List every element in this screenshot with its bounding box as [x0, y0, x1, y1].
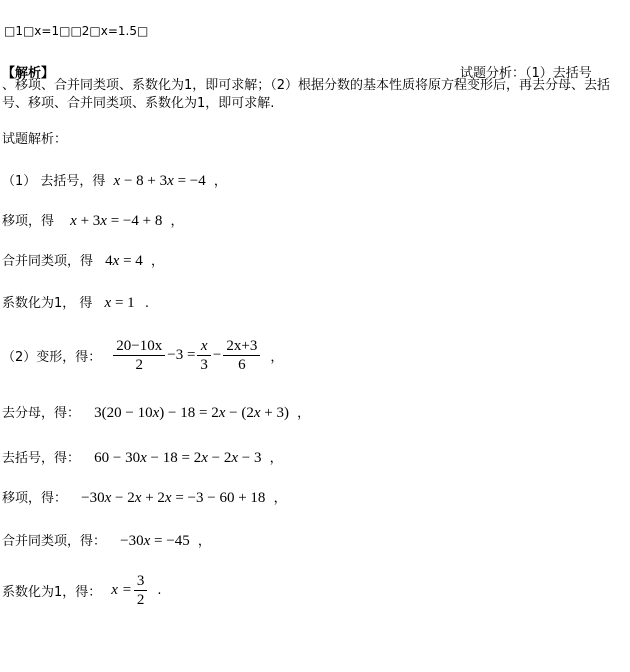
- analysis-text: 、移项、合并同类项、系数化为1，即可求解；（2）根据分数的基本性质将原方程变形后，再去分母、去括号、移项、合并同类项、系数化为1，即可求解.: [2, 78, 611, 111]
- p1-step4: [2, 292, 149, 312]
- answer-line: □1□x=1□□2□x=1.5□: [4, 24, 149, 38]
- p2-step1-eq: $\frac{20-10x}{2}$ −3 = $\frac{x}{3}$ − $\frac{2x+3}{6}$: [111, 337, 262, 374]
- p1-step3-label: 合并同类项，得: [2, 254, 94, 269]
- comma: ，: [270, 349, 284, 365]
- period: .: [157, 582, 162, 598]
- p2-step5-eq: −30x = −45: [120, 533, 190, 549]
- comma: ，: [150, 254, 164, 269]
- p2-step3-eq: 60 − 30x − 18 = 2x − 2x − 3: [94, 450, 262, 466]
- comma: ，: [170, 214, 184, 229]
- p2-step1-label: （2）变形，得：: [2, 349, 102, 365]
- fraction: $\frac{3}{2}$: [134, 572, 148, 609]
- period: .: [144, 296, 149, 311]
- comma: ，: [197, 534, 211, 549]
- p1-step2-eq: x + 3x = −4 + 8: [70, 213, 163, 229]
- p1-step2-label: 移项，得: [2, 214, 55, 229]
- p2-step5-label: 合并同类项，得：: [2, 534, 107, 549]
- p2-step2-label: 去分母，得：: [2, 406, 81, 421]
- fraction: $\frac{20-10x}{2}$: [113, 337, 165, 374]
- p2-step2-eq: 3(20 − 10x) − 18 = 2x − (2x + 3): [94, 405, 289, 421]
- p2-step3: [2, 447, 283, 467]
- fraction: $\frac{2x+3}{6}$: [223, 337, 260, 374]
- fraction: $\frac{x}{3}$: [197, 337, 211, 374]
- p2-step1: [2, 335, 283, 375]
- p1-step3-eq: 4x = 4: [105, 253, 143, 269]
- p2-step4-eq: −30x − 2x + 2x = −3 − 60 + 18: [81, 490, 266, 506]
- comma: ，: [213, 174, 227, 189]
- p1-step1: [2, 170, 227, 190]
- comma: ，: [273, 491, 287, 506]
- p2-step4-label: 移项，得：: [2, 491, 68, 506]
- p2-step4: [2, 487, 287, 507]
- p1-step2: [2, 210, 184, 230]
- analysis-tag: 【解析】: [2, 66, 55, 81]
- p2-step6-label: 系数化为1，得：: [2, 584, 102, 600]
- p2-step3-label: 去括号，得：: [2, 451, 81, 466]
- p2-step2: [2, 402, 310, 422]
- p1-step3: [2, 250, 164, 270]
- p1-step4-eq: x = 1: [104, 295, 135, 311]
- p2-step6: [2, 570, 161, 610]
- p1-step1-eq: x − 8 + 3x = −4: [113, 173, 206, 189]
- p2-step5: [2, 530, 211, 550]
- p1-step4-label: 系数化为1， 得: [2, 296, 93, 311]
- comma: ，: [269, 451, 283, 466]
- p2-step6-eq: x = $\frac{3}{2}$: [111, 572, 149, 609]
- analysis-lead: 试题分析：（1）去括号: [460, 66, 592, 81]
- p1-step1-label: （1） 去括号，得: [2, 174, 106, 189]
- comma: ，: [297, 406, 311, 421]
- solution-heading: 试题解析：: [2, 132, 68, 147]
